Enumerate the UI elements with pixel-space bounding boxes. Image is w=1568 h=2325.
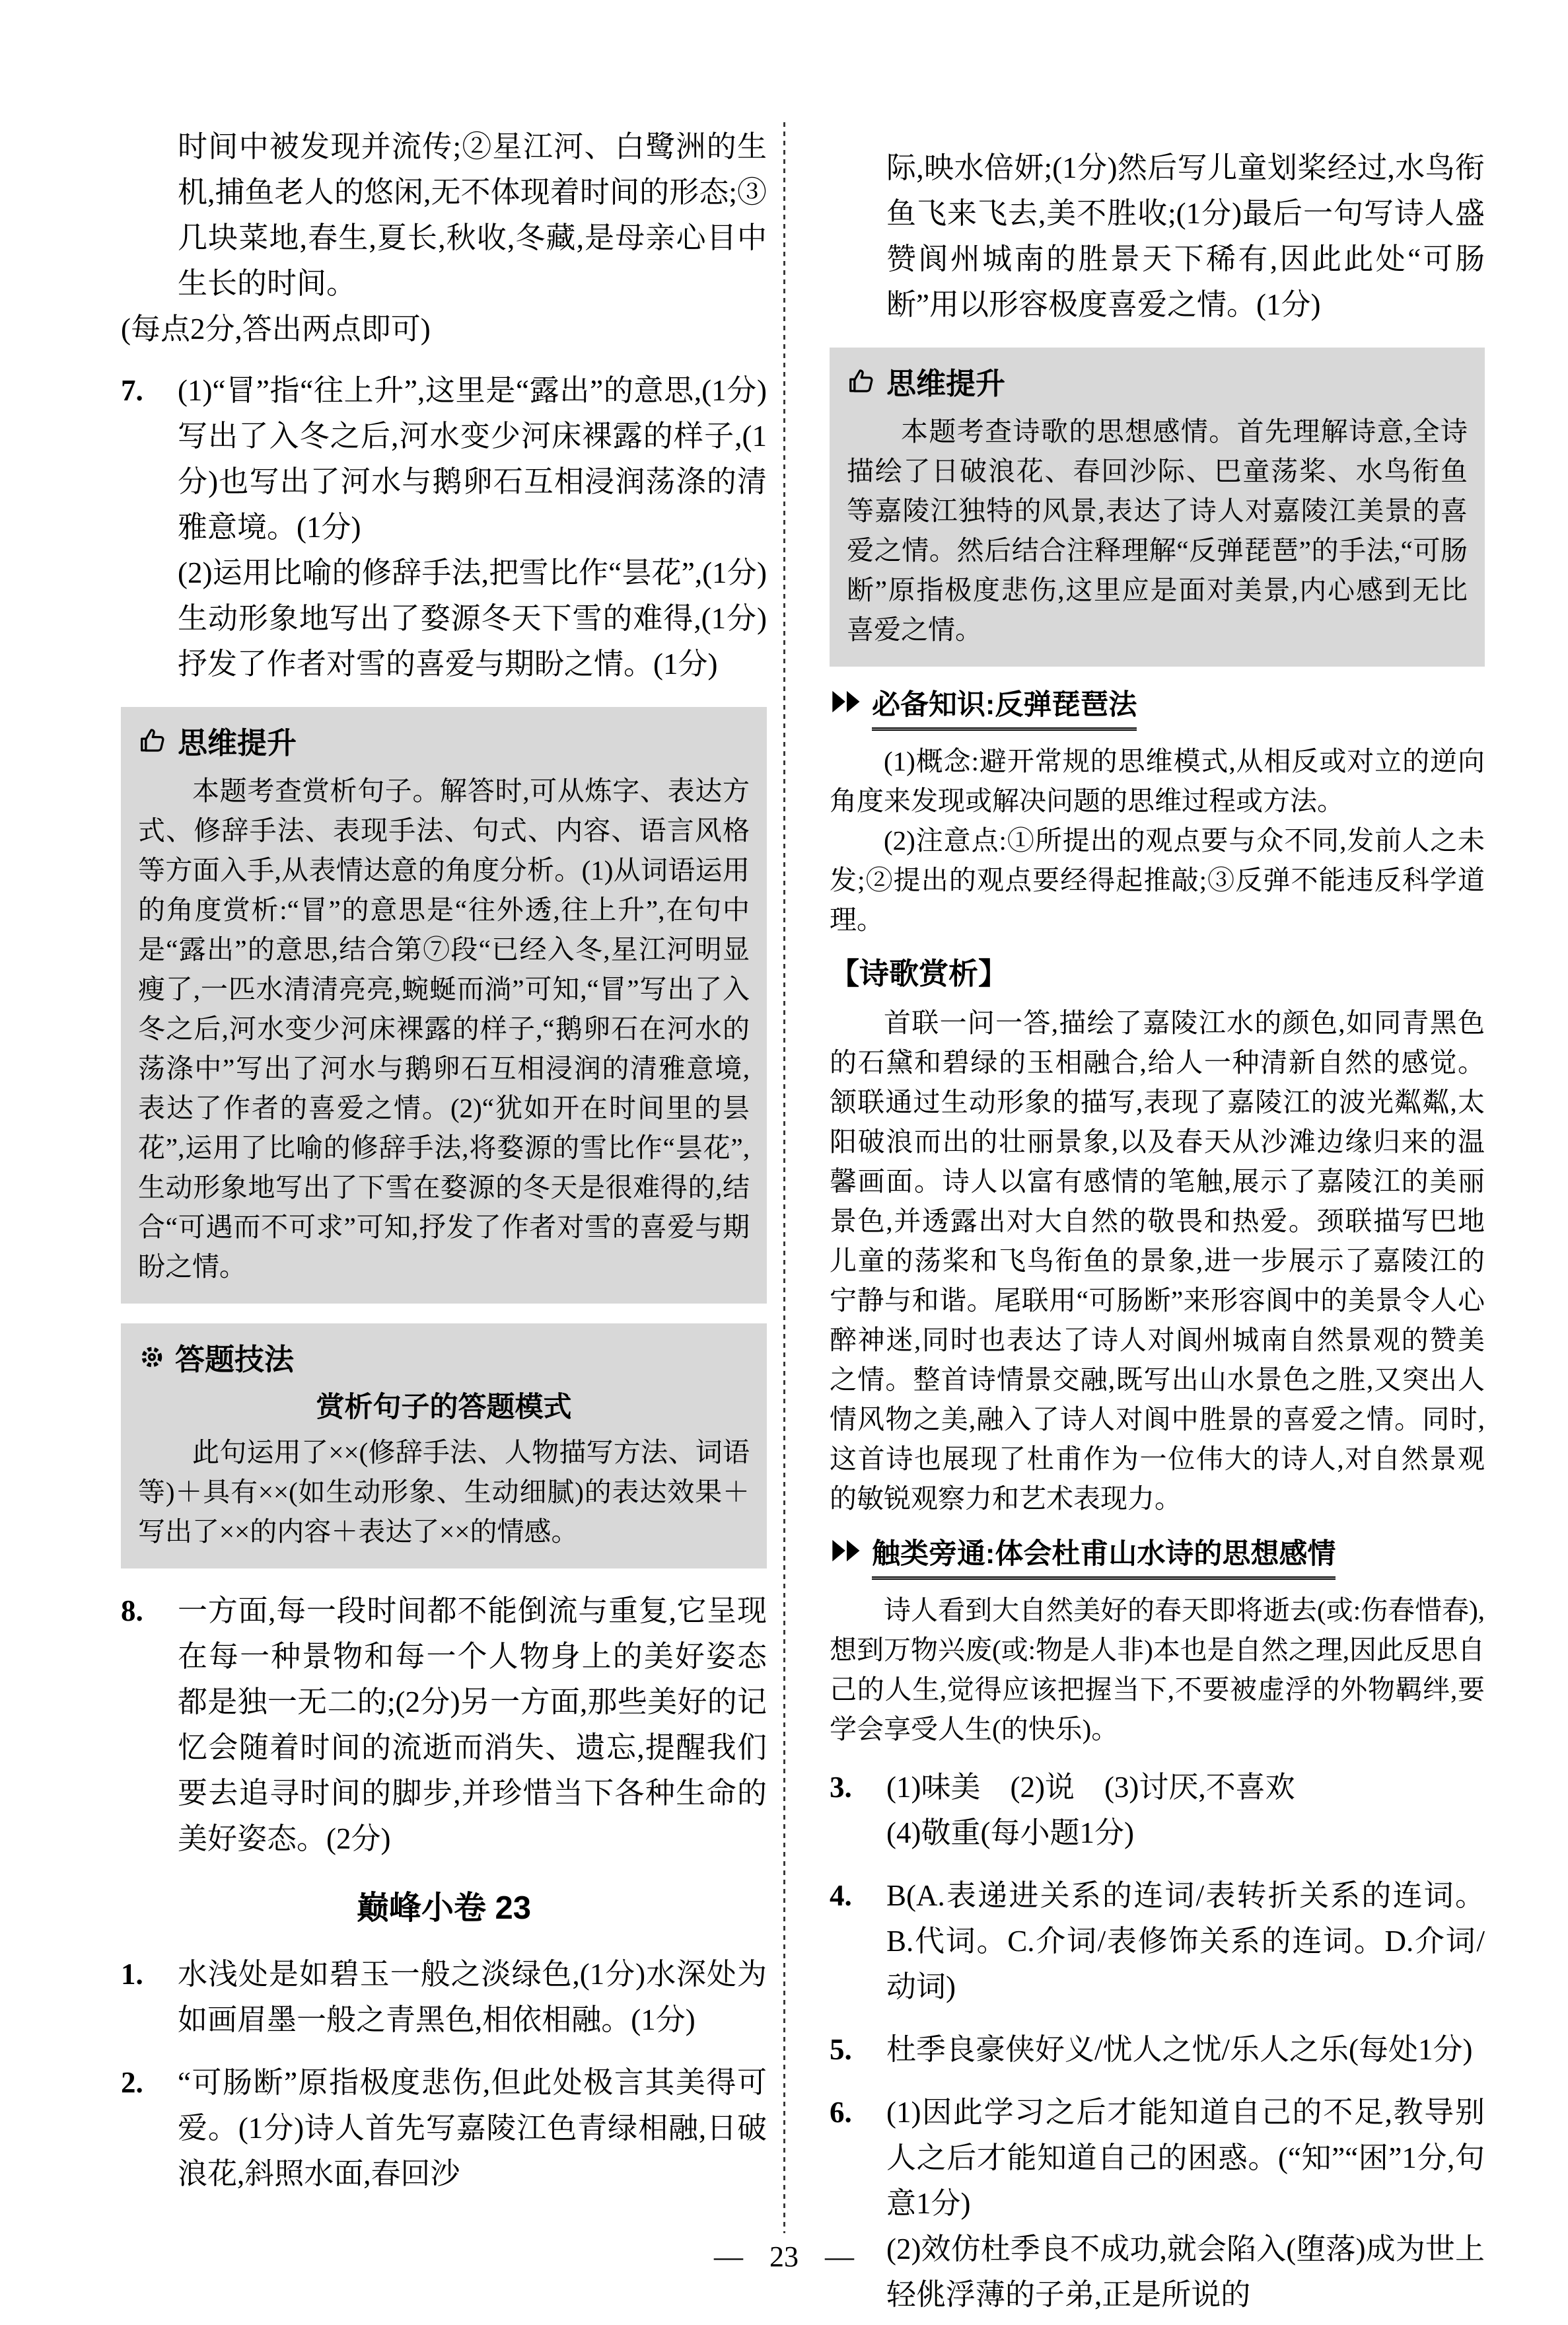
footer-dash-left: — [714, 2240, 743, 2273]
answer-4-text: B(A.表递进关系的连词/表转折关系的连词。B.代词。C.介词/表修饰关系的连词。D.介词/动词) [886, 1879, 1485, 2003]
footer-dash-right: — [825, 2240, 854, 2273]
box-subtitle: 赏析句子的答题模式 [316, 1392, 572, 1423]
analogy-body: 诗人看到大自然美好的春天即将逝去(或:伤春惜春),想到万物兴废(或:物是人非)本也是自然之理,因此反思自己的人生,觉得应该把握当下,不要被虚浮的外物羁绊,要学会享受人生(的快乐)。 [830, 1595, 1485, 1744]
answer-7-part1: (1)“冒”指“往上升”,这里是“露出”的意思,(1分)写出了入冬之后,河水变少河床裸露的样子,(1分)也写出了河水与鹅卵石互相浸润荡涤的清雅意境。(1分) [178, 374, 767, 544]
knowledge-concept-paragraph: (1)概念:避开常规的思维模式,从相反或对立的逆向角度来发现或解决问题的思维过程或方法。 [830, 746, 1485, 816]
score-note: (每点2分,答出两点即可) [121, 313, 431, 346]
thinking-upgrade-box-left [121, 707, 767, 1304]
answer-7-part2: (2)运用比喻的修辞手法,把雪比作“昙花”,(1分)生动形象地写出了婺源冬天下雪的难得,(1分)抒发了作者对雪的喜爱与期盼之情。(1分) [178, 556, 767, 681]
item-number: 2. [121, 2066, 143, 2099]
answer-6-part1: (1)因此学习之后才能知道自己的不足,教导别人之后才能知道自己的困惑。(“知”“困”1分,句意1分) [886, 2096, 1485, 2220]
answer-1-text: 水浅处是如碧玉一般之淡绿色,(1分)水深处为如画眉墨一般之青黑色,相依相融。(1分) [178, 1958, 767, 2036]
answer-6-part2: (2)效仿杜季良不成功,就会陷入(堕落)成为世上轻佻浮薄的子弟,正是所说的 [886, 2233, 1485, 2311]
thumbs-up-icon [847, 366, 877, 396]
box-title: 思维提升 [178, 726, 297, 760]
fast-forward-icon [830, 1535, 864, 1566]
page-footer [714, 2240, 854, 2273]
answer-5-text: 杜季良豪侠好义/忧人之忧/乐人之乐(每处1分) [886, 2033, 1473, 2066]
analogy-section-label [830, 1535, 1485, 1580]
box-header [847, 359, 1468, 402]
section-label-text: 必备知识:反弹琵琶法 [872, 686, 1137, 731]
left-column [121, 124, 767, 2214]
box-body-text: 本题考查诗歌的思想感情。首先理解诗意,全诗描绘了日破浪花、春回沙际、巴童荡桨、水鸟衔鱼等嘉陵江独特的风景,表达了诗人对嘉陵江美景的喜爱之情。然后结合注释理解“反弹琵琶”的手法,“可肠断”原指极度悲伤,这里应是面对美景,内心感到无比喜爱之情。 [847, 416, 1468, 645]
box-title: 答题技法 [175, 1343, 295, 1376]
answer-item-5 [830, 2027, 1485, 2073]
item-number: 6. [830, 2096, 852, 2129]
answer-item-3 [830, 1765, 1485, 1856]
thumbs-up-icon [138, 725, 168, 756]
answer-technique-box [121, 1323, 767, 1568]
right-column [830, 145, 1485, 2325]
answer-8-text: 一方面,每一段时间都不能倒流与重复,它呈现在每一种景物和每一个人物身上的美好姿态都是独一无二的;(2分)另一方面,那些美好的记忆会随着时间的流逝而消失、遗忘,提醒我们要去追寻时间的脚步,并珍惜当下各种生命的美好姿态。(2分) [178, 1594, 767, 1855]
section-label-text: 触类旁通:体会杜甫山水诗的思想感情 [872, 1535, 1336, 1580]
thinking-upgrade-box-right [830, 348, 1485, 667]
column-divider-dashed-line [783, 122, 785, 2233]
answer-item-4 [830, 1873, 1485, 2010]
answer-item-6 [830, 2090, 1485, 2318]
box-header [138, 1335, 750, 1378]
answer-item-8 [121, 1588, 767, 1862]
item-number: 1. [121, 1958, 143, 1991]
essential-knowledge-section-label [830, 686, 1485, 731]
box-header [138, 719, 750, 762]
answer-3-part1: (1)味美 (2)说 (3)讨厌,不喜欢 [886, 1771, 1295, 1804]
item-number: 5. [830, 2033, 852, 2066]
item-number: 7. [121, 374, 143, 407]
answer-item-7 [121, 368, 767, 687]
answer-3-part2: (4)敬重(每小题1分) [886, 1816, 1134, 1849]
knowledge-notes-paragraph: (2)注意点:①所提出的观点要与众不同,发前人之未发;②提出的观点要经得起推敲;③反弹不能违反科学道理。 [830, 825, 1485, 935]
answer-item-1 [121, 1952, 767, 2043]
box-title: 思维提升 [886, 367, 1006, 400]
item-number: 3. [830, 1771, 852, 1804]
box-body-text: 此句运用了××(修辞手法、人物描写方法、词语等)＋具有××(如生动形象、生动细腻)的表达效果＋写出了××的内容＋表达了××的情感。 [138, 1437, 750, 1547]
section-title-mini-test-23: 巅峰小卷 23 [356, 1890, 532, 1926]
item-number: 8. [121, 1594, 143, 1627]
box-body-text: 本题考查赏析句子。解答时,可从炼字、表达方式、修辞手法、表现手法、句式、内容、语言风格等方面入手,从表情达意的角度分析。(1)从词语运用的角度赏析:“冒”的意思是“往外透,往上升”,在句中是“露出”的意思,结合第⑦段“已经入冬,星江河明显瘦了,一匹水清清亮亮,蜿蜒而淌”可知,“冒”写出了入冬之后,河水变少河床裸露的样子,“鹅卵石在河水的荡涤中”写出了河水与鹅卵石互相浸润的清雅意境,表达了作者的喜爱之情。(2)“犹如开在时间里的昙花”,运用了比喻的修辞手法,将婺源的雪比作“昙花”,生动形象地写出了下雪在婺源的冬天是很难得的,结合“可遇而不可求”可知,抒发了作者对雪的喜爱与期盼之情。 [138, 776, 750, 1282]
poem-appreciation-title: 【诗歌赏析】 [830, 957, 1009, 990]
answer-2-text: “可肠断”原指极度悲伤,但此处极言其美得可爱。(1分)诗人首先写嘉陵江色青绿相融,日破浪花,斜照水面,春回沙 [178, 2066, 767, 2190]
fast-forward-icon [830, 686, 864, 717]
item-number: 4. [830, 1879, 852, 1912]
answer-item-2 [121, 2060, 767, 2197]
poem-appreciation-body: 首联一问一答,描绘了嘉陵江水的颜色,如同青黑色的石黛和碧绿的玉相融合,给人一种清新自然的感觉。颔联通过生动形象的描写,表现了嘉陵江的波光粼粼,太阳破浪而出的壮丽景象,以及春天从沙滩边缘归来的温馨画面。诗人以富有感情的笔触,展示了嘉陵江的美丽景色,并透露出对大自然的敬畏和热爱。颈联描写巴地儿童的荡桨和飞鸟衔鱼的景象,进一步展示了嘉陵江的宁静与和谐。尾联用“可肠断”来形容阆中的美景令人心醉神迷,同时也表达了诗人对阆州城南自然景观的赞美之情。整首诗情景交融,既写出山水景色之胜,又突出人情风物之美,融入了诗人对阆中胜景的喜爱之情。同时,这首诗也展现了杜甫作为一位伟大的诗人,对自然景观的敏锐观察力和艺术表现力。 [830, 1008, 1485, 1514]
page-number: 23 [769, 2240, 799, 2273]
answer-continuation-paragraph: 时间中被发现并流传;②星江河、白鹭洲的生机,捕鱼老人的悠闲,无不体现着时间的形态;③几块菜地,春生,夏长,秋收,冬藏,是母亲心目中生长的时间。 [178, 130, 767, 300]
gear-icon [138, 1343, 166, 1371]
answer-2-continuation: 际,映水倍妍;(1分)然后写儿童划桨经过,水鸟衔鱼飞来飞去,美不胜收;(1分)最后一句写诗人盛赞阆州城南的胜景天下稀有,因此此处“可肠断”用以形容极度喜爱之情。(1分) [886, 151, 1485, 321]
